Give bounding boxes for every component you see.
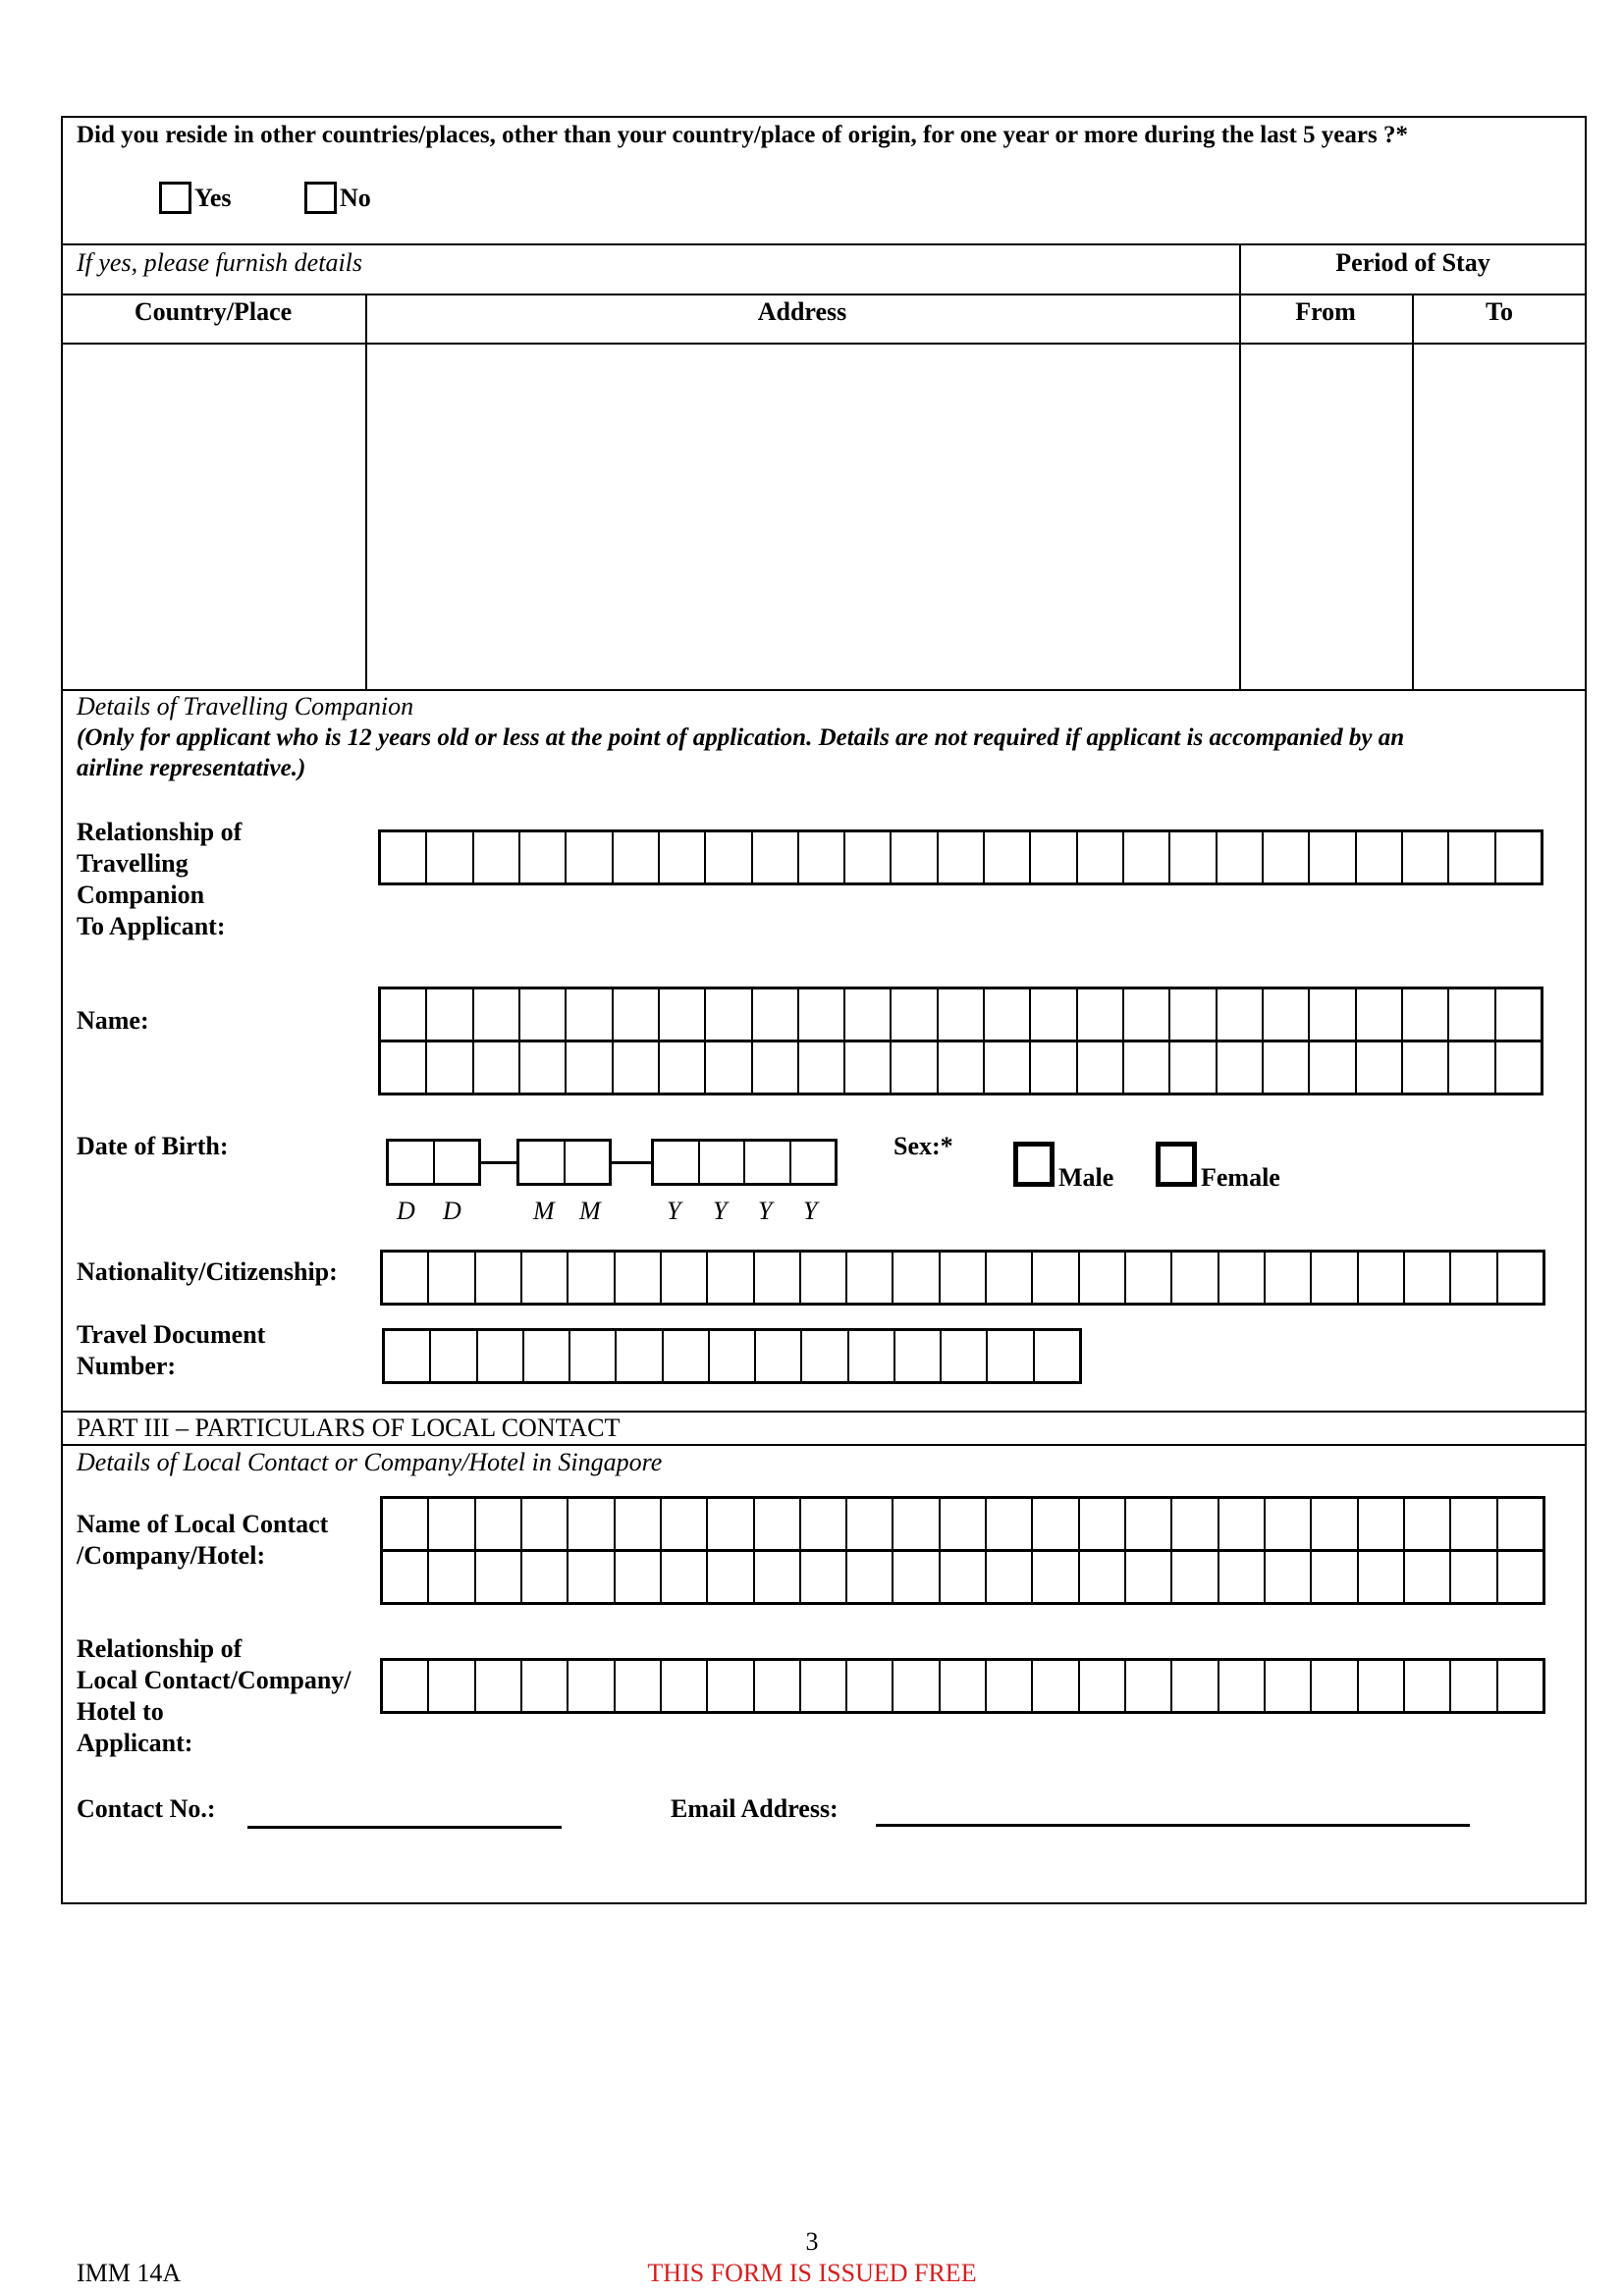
char-box[interactable] [476,1253,522,1303]
local-contact-name-boxes-row1[interactable] [380,1496,1545,1552]
char-box[interactable] [985,832,1031,882]
to-header: To [1486,297,1513,326]
char-box[interactable] [1312,1499,1358,1549]
char-box[interactable] [987,1661,1033,1711]
char-box[interactable] [660,989,706,1040]
char-box[interactable] [568,1499,615,1549]
dob-hint-y: Y [667,1197,681,1225]
char-box[interactable] [1405,1661,1451,1711]
nationality-input-boxes[interactable] [380,1250,1545,1306]
companion-name-boxes-row1[interactable] [378,987,1543,1042]
char-box[interactable] [427,1042,473,1093]
char-box[interactable] [801,1661,847,1711]
char-box[interactable] [985,1042,1031,1093]
char-box[interactable] [1359,1253,1405,1303]
char-box[interactable] [427,989,473,1040]
char-box[interactable] [660,832,706,882]
divider [61,1444,1587,1446]
char-box[interactable] [1172,1253,1218,1303]
char-box[interactable] [893,1499,940,1549]
char-box[interactable] [1126,1499,1172,1549]
char-box[interactable] [1172,1661,1218,1711]
part3-title: PART III – PARTICULARS OF LOCAL CONTACT [77,1414,621,1442]
char-box[interactable] [755,1552,801,1602]
local-relationship-label-line4: Applicant: [77,1729,193,1757]
char-box[interactable] [1359,1661,1405,1711]
char-box[interactable] [1078,1042,1124,1093]
char-box[interactable] [429,1552,475,1602]
travel-doc-input-boxes[interactable] [382,1328,1082,1384]
char-box[interactable] [522,1499,568,1549]
char-box[interactable] [381,1042,427,1093]
char-box[interactable] [431,1331,477,1381]
char-box[interactable] [987,1253,1033,1303]
char-box[interactable] [892,1042,938,1093]
char-box[interactable] [568,1552,615,1602]
char-box[interactable] [801,1499,847,1549]
char-box[interactable] [383,1499,429,1549]
char-box[interactable] [519,1142,566,1183]
char-box[interactable] [753,989,799,1040]
nationality-label: Nationality/Citizenship: [77,1257,338,1286]
char-box[interactable] [383,1253,429,1303]
char-box[interactable] [385,1331,431,1381]
char-box[interactable] [939,989,985,1040]
char-box[interactable] [849,1331,895,1381]
char-box[interactable] [1359,1552,1405,1602]
char-box[interactable] [568,1661,615,1711]
char-box[interactable] [801,1552,847,1602]
char-box[interactable] [522,1661,568,1711]
char-box[interactable] [1126,1552,1172,1602]
female-label: Female [1201,1163,1280,1192]
char-box[interactable] [1451,1253,1497,1303]
char-box[interactable] [616,1253,662,1303]
companion-name-boxes-row2[interactable] [378,1040,1543,1095]
dob-hint-m: M [579,1197,601,1225]
char-box[interactable] [1031,989,1077,1040]
female-checkbox[interactable] [1156,1142,1197,1187]
char-box[interactable] [1403,989,1449,1040]
char-box[interactable] [1266,1253,1312,1303]
char-box[interactable] [847,1661,893,1711]
address-entry-area[interactable] [367,345,1237,687]
char-box[interactable] [570,1331,617,1381]
char-box[interactable] [710,1331,756,1381]
char-box[interactable] [1310,832,1356,882]
char-box[interactable] [1126,1661,1172,1711]
char-box[interactable] [1357,989,1403,1040]
char-box[interactable] [1033,1253,1079,1303]
dob-hint-y: Y [713,1197,728,1225]
char-box[interactable] [1357,1042,1403,1093]
char-box[interactable] [1170,832,1217,882]
contact-no-field[interactable] [247,1826,562,1829]
char-box[interactable] [383,1552,429,1602]
char-box[interactable] [1172,1552,1218,1602]
local-relationship-label-line1: Relationship of [77,1634,243,1663]
dob-month-boxes[interactable] [516,1139,612,1186]
dob-year-boxes[interactable] [651,1139,838,1186]
char-box[interactable] [1451,1661,1497,1711]
char-box[interactable] [1264,1042,1310,1093]
char-box[interactable] [520,832,567,882]
dob-separator [612,1161,651,1164]
char-box[interactable] [706,989,752,1040]
char-box[interactable] [476,1661,522,1711]
char-box[interactable] [383,1661,429,1711]
char-box[interactable] [892,832,938,882]
char-box[interactable] [524,1331,570,1381]
char-box[interactable] [1031,1042,1077,1093]
dob-separator [481,1161,516,1164]
char-box[interactable] [1218,1042,1264,1093]
char-box[interactable] [1170,1042,1217,1093]
email-field[interactable] [876,1824,1470,1827]
char-box[interactable] [1451,1552,1497,1602]
from-entry-area[interactable] [1241,345,1410,687]
char-box[interactable] [522,1552,568,1602]
dob-hint-d: D [443,1197,461,1225]
local-contact-name-label-line2: /Company/Hotel: [77,1541,266,1570]
country-entry-area[interactable] [63,345,363,687]
char-box[interactable] [435,1142,479,1183]
char-box[interactable] [1449,832,1495,882]
char-box[interactable] [985,989,1031,1040]
char-box[interactable] [799,832,845,882]
char-box[interactable] [753,1042,799,1093]
char-box[interactable] [845,989,892,1040]
char-box[interactable] [429,1499,475,1549]
char-box[interactable] [1498,1661,1543,1711]
char-box[interactable] [847,1552,893,1602]
local-relationship-input-boxes[interactable] [380,1658,1545,1714]
char-box[interactable] [700,1142,746,1183]
char-box[interactable] [1449,989,1495,1040]
char-box[interactable] [654,1142,700,1183]
if-yes-text: If yes, please furnish details [77,248,363,277]
relationship-label-line3: Companion [77,881,205,909]
char-box[interactable] [1496,1042,1541,1093]
char-box[interactable] [381,832,427,882]
local-relationship-label-line3: Hotel to [77,1697,164,1726]
char-box[interactable] [745,1142,791,1183]
char-box[interactable] [1405,1253,1451,1303]
page-number: 3 [805,2227,819,2256]
dob-day-boxes[interactable] [386,1139,481,1186]
relationship-label-line2: Travelling [77,849,189,878]
char-box[interactable] [1172,1499,1218,1549]
no-label: No [340,184,371,212]
char-box[interactable] [1126,1253,1172,1303]
char-box[interactable] [474,832,520,882]
char-box[interactable] [755,1499,801,1549]
char-box[interactable] [660,1042,706,1093]
char-box[interactable] [1310,1042,1356,1093]
char-box[interactable] [1496,989,1541,1040]
char-box[interactable] [706,1042,752,1093]
char-box[interactable] [568,1253,615,1303]
male-checkbox[interactable] [1013,1142,1055,1187]
char-box[interactable] [617,1331,663,1381]
part3-subtitle: Details of Local Contact or Company/Hotel in Singapore [77,1448,663,1476]
char-box[interactable] [802,1331,848,1381]
char-box[interactable] [381,989,427,1040]
char-box[interactable] [567,1042,613,1093]
char-box[interactable] [1312,1552,1358,1602]
dob-hint-y: Y [803,1197,818,1225]
char-box[interactable] [1264,832,1310,882]
char-box[interactable] [987,1552,1033,1602]
contact-no-label: Contact No.: [77,1794,216,1823]
char-box[interactable] [664,1331,710,1381]
char-box[interactable] [1078,989,1124,1040]
char-box[interactable] [474,1042,520,1093]
char-box[interactable] [1359,1499,1405,1549]
char-box[interactable] [708,1253,754,1303]
char-box[interactable] [1403,1042,1449,1093]
char-box[interactable] [847,1253,893,1303]
char-box[interactable] [1080,1552,1126,1602]
char-box[interactable] [1451,1499,1497,1549]
char-box[interactable] [939,832,985,882]
char-box[interactable] [616,1552,662,1602]
char-box[interactable] [1219,1661,1266,1711]
char-box[interactable] [662,1253,708,1303]
char-box[interactable] [1496,832,1541,882]
char-box[interactable] [941,1499,987,1549]
dob-label: Date of Birth: [77,1132,229,1160]
char-box[interactable] [520,989,567,1040]
char-box[interactable] [892,989,938,1040]
char-box[interactable] [616,1661,662,1711]
char-box[interactable] [801,1253,847,1303]
char-box[interactable] [1035,1331,1079,1381]
char-box[interactable] [753,832,799,882]
char-box[interactable] [1312,1661,1358,1711]
char-box[interactable] [1033,1661,1079,1711]
char-box[interactable] [522,1253,568,1303]
char-box[interactable] [614,832,660,882]
char-box[interactable] [706,832,752,882]
char-box[interactable] [755,1253,801,1303]
char-box[interactable] [708,1661,754,1711]
travel-doc-label-line2: Number: [77,1352,177,1380]
char-box[interactable] [893,1253,940,1303]
yes-label: Yes [194,184,232,212]
form-code: IMM 14A [77,2259,182,2287]
char-box[interactable] [845,832,892,882]
char-box[interactable] [1266,1552,1312,1602]
char-box[interactable] [1405,1499,1451,1549]
char-box[interactable] [893,1552,940,1602]
no-checkbox[interactable] [304,182,337,214]
dob-hint-d: D [397,1197,415,1225]
char-box[interactable] [1449,1042,1495,1093]
char-box[interactable] [1266,1499,1312,1549]
to-entry-area[interactable] [1414,345,1585,687]
char-box[interactable] [1498,1499,1543,1549]
char-box[interactable] [520,1042,567,1093]
char-box[interactable] [614,1042,660,1093]
char-box[interactable] [1218,832,1264,882]
country-header: Country/Place [134,297,293,326]
char-box[interactable] [662,1661,708,1711]
char-box[interactable] [1266,1661,1312,1711]
char-box[interactable] [1403,832,1449,882]
char-box[interactable] [1124,832,1170,882]
char-box[interactable] [987,1499,1033,1549]
char-box[interactable] [708,1552,754,1602]
char-box[interactable] [1124,1042,1170,1093]
char-box[interactable] [1498,1253,1543,1303]
char-box[interactable] [1080,1499,1126,1549]
char-box[interactable] [708,1499,754,1549]
char-box[interactable] [791,1142,836,1183]
char-box[interactable] [1033,1552,1079,1602]
char-box[interactable] [429,1253,475,1303]
companion-note-line2: airline representative.) [77,755,306,781]
char-box[interactable] [941,1552,987,1602]
local-contact-name-label-line1: Name of Local Contact [77,1510,329,1538]
char-box[interactable] [756,1331,802,1381]
char-box[interactable] [847,1499,893,1549]
char-box[interactable] [988,1331,1034,1381]
from-header: From [1295,297,1356,326]
char-box[interactable] [429,1661,475,1711]
char-box[interactable] [1219,1253,1266,1303]
char-box[interactable] [476,1499,522,1549]
char-box[interactable] [389,1142,435,1183]
char-box[interactable] [566,1142,610,1183]
char-box[interactable] [941,1661,987,1711]
male-label: Male [1058,1163,1114,1192]
char-box[interactable] [1357,832,1403,882]
divider [61,243,1587,245]
char-box[interactable] [662,1499,708,1549]
address-header: Address [757,297,847,326]
dob-hint-y: Y [758,1197,773,1225]
char-box[interactable] [1124,989,1170,1040]
char-box[interactable] [1080,1661,1126,1711]
residence-question: Did you reside in other countries/places, other than your country/place of origin, for one year or more during the last 5 years ?* [77,122,1408,148]
char-box[interactable] [1405,1552,1451,1602]
char-box[interactable] [614,989,660,1040]
char-box[interactable] [1033,1499,1079,1549]
divider [61,294,1587,295]
char-box[interactable] [567,832,613,882]
char-box[interactable] [1170,989,1217,1040]
char-box[interactable] [616,1499,662,1549]
yes-checkbox[interactable] [159,182,191,214]
relationship-input-boxes[interactable] [378,829,1543,885]
char-box[interactable] [1080,1253,1126,1303]
local-contact-name-boxes-row2[interactable] [380,1549,1545,1605]
char-box[interactable] [939,1042,985,1093]
sex-label: Sex:* [893,1132,953,1160]
char-box[interactable] [1078,832,1124,882]
companion-note-line1: (Only for applicant who is 12 years old or less at the point of application. Details are not required if applicant is accompanied by an [77,724,1405,751]
char-box[interactable] [474,989,520,1040]
char-box[interactable] [427,832,473,882]
char-box[interactable] [942,1331,988,1381]
dob-hint-m: M [533,1197,555,1225]
char-box[interactable] [755,1661,801,1711]
companion-heading: Details of Travelling Companion [77,692,414,721]
char-box[interactable] [895,1331,942,1381]
issued-free-notice: THIS FORM IS ISSUED FREE [647,2259,977,2287]
char-box[interactable] [799,1042,845,1093]
char-box[interactable] [1264,989,1310,1040]
char-box[interactable] [1310,989,1356,1040]
char-box[interactable] [941,1253,987,1303]
char-box[interactable] [893,1661,940,1711]
char-box[interactable] [567,989,613,1040]
char-box[interactable] [1031,832,1077,882]
char-box[interactable] [1218,989,1264,1040]
char-box[interactable] [662,1552,708,1602]
local-relationship-label-line2: Local Contact/Company/ [77,1666,352,1694]
period-of-stay-header: Period of Stay [1335,248,1490,277]
travel-doc-label-line1: Travel Document [77,1320,266,1349]
char-box[interactable] [1498,1552,1543,1602]
char-box[interactable] [1219,1552,1266,1602]
email-label: Email Address: [671,1794,839,1823]
char-box[interactable] [1312,1253,1358,1303]
companion-name-label: Name: [77,1006,149,1035]
char-box[interactable] [476,1552,522,1602]
char-box[interactable] [1219,1499,1266,1549]
char-box[interactable] [478,1331,524,1381]
char-box[interactable] [799,989,845,1040]
char-box[interactable] [845,1042,892,1093]
relationship-label-line1: Relationship of [77,818,243,846]
relationship-label-line4: To Applicant: [77,912,226,940]
